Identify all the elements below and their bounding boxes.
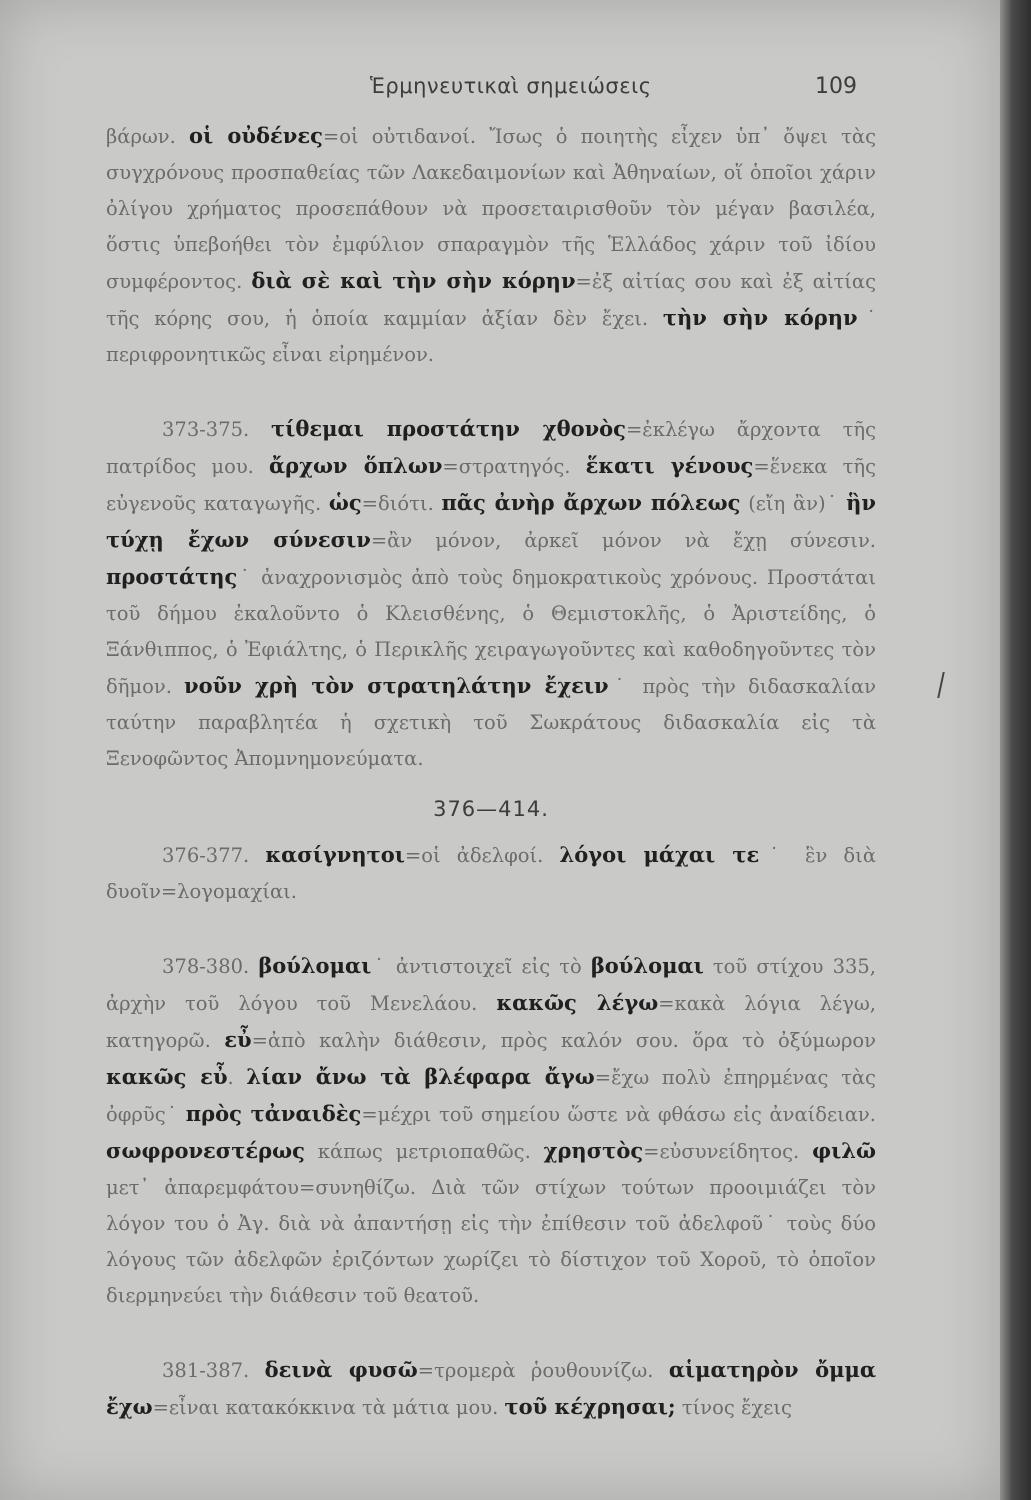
lemma-term: κακῶς λέγω [496,990,659,1015]
gloss-text: τοῦ στίχου 335, ἀρχὴν τοῦ λόγου τοῦ Μενελάου. [106,955,876,1015]
running-title: Ἑρμηνευτικαὶ σημειώσεις [370,74,652,98]
lemma-term: ἄρχων ὅπλων [269,453,443,478]
gloss-text: 381-387. [162,1359,265,1382]
lemma-term: δεινὰ φυσῶ [264,1357,418,1382]
paragraph-373-375 [106,411,876,777]
gloss-text: =ἀπὸ καλὴν διάθεσιν, πρὸς καλόν σου. ὅρα τὸ ὀξύμωρον [251,1029,877,1052]
lemma-term: ὡς [328,490,362,515]
lemma-term: πᾶς ἀνὴρ ἄρχων πόλεως [441,490,741,515]
gloss-text: =ἔχω πολὺ ἐπηρμένας τὰς ὀφρῦς˙ [106,1066,876,1126]
lemma-term: τίθεμαι προστάτην χθονὸς [271,416,626,441]
gloss-text: =εὐσυνείδητος. [643,1140,813,1163]
gloss-text: 378-380. [162,955,259,978]
gloss-text: =ἐξ αἰτίας σου καὶ ἐξ αἰτίας τῆς κόρης σου, ἡ ὁποία καμμίαν ἀξίαν δὲν ἔχει. [106,270,876,330]
gloss-text: =εἶναι κατακόκκινα τὰ μάτια μου. [152,1396,505,1419]
gloss-text: =στρατηγός. [442,455,586,478]
gloss-text: =οἱ ἀδελφοί. [404,844,560,867]
lemma-term: ἣν τύχῃ ἔχων σύνεσιν [106,490,876,552]
gloss-text: ˙ ἀντιστοιχεῖ εἰς τὸ [371,955,591,978]
gloss-text: (εἴη ἂν)˙ [740,492,847,515]
paragraph-378-380 [106,948,876,1314]
gloss-text: =τρομερὰ ῥουθουνίζω. [417,1359,669,1382]
lemma-term: διὰ σὲ καὶ τὴν σὴν κόρην [251,268,576,293]
commentary-body [106,118,876,1426]
page-header [0,70,1000,110]
lemma-term: βούλομαι [590,953,704,978]
gloss-text: ˙ ἀναχρονισμὸς ἀπὸ τοὺς δημοκρατικοὺς χρόνους. Προστάται τοῦ δήμου ἐκαλοῦντο ὁ Κλεισθένης, ὁ Θεμιστοκλῆς, ὁ Ἀριστείδης, ὁ Ξάνθιππος, ὁ Ἐφιάλτης, ὁ Περικλῆς χειραγωγοῦντες καὶ καθοδηγοῦντες τὸν δῆμον. [106,566,876,698]
gloss-text: ˙ ἓν διὰ δυοῖν=λογομαχίαι. [106,844,876,903]
gloss-text: =οἱ οὐτιδανοί. Ἴσως ὁ ποιητὴς εἶχεν ὑπ᾽ ὄψει τὰς συγχρόνους προσπαθείας τῶν Λακεδαιμονίων καὶ Ἀθηναίων, οἵ ὁποῖοι χάριν ὀλίγου χρήματος προσεπάθουν νὰ προσεταιρισθοῦν τὸν μέγαν βασιλέα, ὅστις ὑπεβοήθει τὸν ἐμφύλιον σπαραγμὸν τῆς Ἑλλάδος χάριν τοῦ ἰδίου συμφέροντος. [106,125,876,293]
lemma-term: ἕκατι γένους [585,453,754,478]
lemma-term: βούλομαι [258,953,372,978]
gloss-text: κάπως μετριοπαθῶς. [304,1140,544,1163]
lemma-term: αἱματηρὸν ὄμμα ἔχω [106,1357,877,1419]
gloss-text: ˙ πρὸς τὴν διδασκαλίαν ταύτην παραβλητέα ἡ σχετικὴ τοῦ Σωκράτους διδασκαλία εἰς τὰ Ξενοφῶντος Ἀπομνημονεύματα. [106,675,876,770]
page-edge-shadow [1000,0,1031,1500]
gloss-text: . [227,1066,247,1089]
lemma-term: οἱ οὐδένες [189,123,323,148]
paragraph-1 [106,118,876,373]
lemma-term: πρὸς τἀναιδὲς [185,1101,362,1126]
page-number: 109 [815,74,857,99]
gloss-text: 373-375. [162,418,272,441]
lemma-term: κασίγνητοι [265,842,405,867]
gloss-text: =μέχρι τοῦ σημείου ὥστε νὰ φθάσω εἰς ἀναίδειαν. [361,1103,876,1126]
lemma-term: τοῦ κέχρησαι; [504,1394,676,1419]
lemma-term: λίαν ἄνω τὰ βλέφαρα ἄγω [246,1064,595,1089]
lemma-term: φιλῶ [812,1138,876,1163]
lemma-term: νοῦν χρὴ τὸν στρατηλάτην ἔχειν [184,673,609,698]
gloss-text: =ἂν μόνον, ἀρκεῖ μόνον νὰ ἔχῃ σύνεσιν. [370,529,876,552]
lemma-term: χρηστὸς [543,1138,644,1163]
gloss-text: βάρων. [106,125,189,148]
gloss-text: 376-377. [162,844,266,867]
lemma-term: προστάτης [106,564,238,589]
lemma-term: εὖ [224,1027,252,1052]
lemma-term: σωφρονεστέρως [106,1138,305,1163]
lemma-term: κακῶς εὖ [106,1064,228,1089]
gloss-text: ˙ περιφρονητικῶς εἶναι εἰρημένον. [106,307,876,366]
lemma-term: λόγοι μάχαι τε [559,842,760,867]
lemma-term: τὴν σὴν κόρην [662,305,858,330]
gloss-text: μετ᾽ ἀπαρεμφάτου=συνηθίζω. Διὰ τῶν στίχων τούτων προοιμιάζει τὸν λόγον του ὁ Ἀγ. διὰ νὰ ἀπαντήσῃ εἰς τὴν ἐπίθεσιν τοῦ ἀδελφοῦ˙ τοὺς δύο λόγους τῶν ἀδελφῶν ἐριζόντων χωρίζει τὸ δίστιχον τοῦ Χοροῦ, τὸ ὁποῖον διερμηνεύει τὴν διάθεσιν τοῦ θεατοῦ. [106,1176,876,1307]
pencil-margin-mark [937,672,951,698]
paragraph-381-387 [106,1352,876,1426]
gloss-text: =ἕνεκα τῆς εὐγενοῦς καταγωγῆς. [106,455,876,515]
gloss-text: =διότι. [361,492,442,515]
gloss-text: =κακὰ λόγια λέγω, κατηγορῶ. [106,992,877,1052]
gloss-text: =ἐκλέγω ἄρχοντα τῆς πατρίδος μου. [106,418,876,478]
gloss-text: τίνος ἔχεις [675,1396,792,1419]
section-heading: 376—414. [433,797,549,821]
paragraph-376-377 [106,837,876,910]
